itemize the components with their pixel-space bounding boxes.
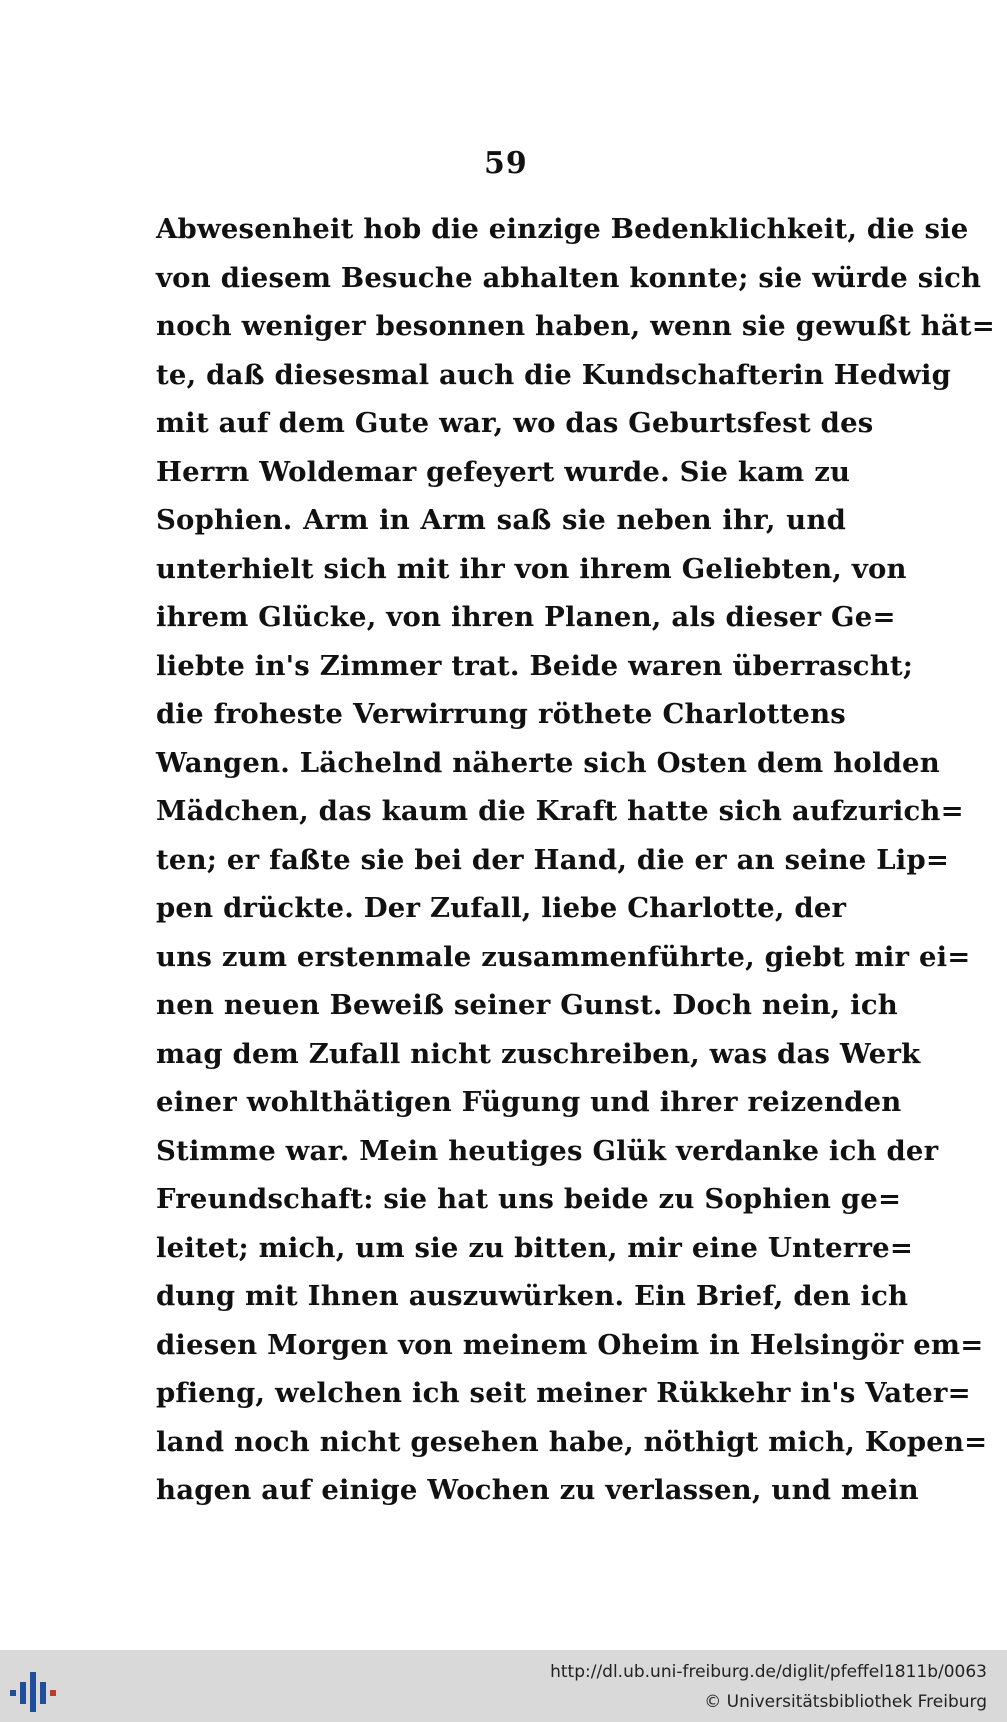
text-line: Herrn Woldemar gefeyert wurde. Sie kam zu — [156, 455, 851, 488]
text-line: nen neuen Beweiß seiner Gunst. Doch nein, ich — [156, 989, 898, 1021]
viewer-footer — [0, 1650, 1007, 1722]
text-line: dung mit Ihnen auszuwürken. Ein Brief, den ich — [156, 1280, 909, 1312]
text-line: Stimme war. Mein heutiges Glük verdanke ich der — [156, 1134, 939, 1167]
text-line: die froheste Verwirrung röthete Charlottens — [156, 698, 846, 730]
text-line: te, daß diesesmal auch die Kundschafterin Hedwig — [156, 358, 952, 391]
page-text — [156, 205, 995, 1515]
text-line: mag dem Zufall nicht zuschreiben, was das Werk — [156, 1037, 921, 1070]
text-line: einer wohlthätigen Fügung und ihrer reizenden — [156, 1086, 902, 1118]
text-line: Freundschaft: sie hat uns beide zu Sophien ge= — [156, 1183, 902, 1215]
text-line: liebte in's Zimmer trat. Beide waren überrascht; — [156, 649, 914, 682]
text-line: noch weniger besonnen haben, wenn sie gewußt hät= — [156, 310, 995, 342]
text-line: land noch nicht gesehen habe, nöthigt mich, Kopen= — [156, 1425, 988, 1458]
text-line: hagen auf einige Wochen zu verlassen, und mein — [156, 1474, 919, 1506]
document-url-link[interactable]: http://dl.ub.uni-freiburg.de/diglit/pfeffel1811b/0063 — [550, 1662, 987, 1682]
text-line: unterhielt sich mit ihr von ihrem Geliebten, von — [156, 552, 907, 585]
text-line: Wangen. Lächelnd näherte sich Osten dem holden — [156, 746, 940, 779]
copyright-notice: © Universitätsbibliothek Freiburg — [704, 1692, 987, 1712]
text-line: pfieng, welchen ich seit meiner Rükkehr in's Vater= — [156, 1377, 971, 1409]
text-line: Sophien. Arm in Arm saß sie neben ihr, und — [156, 504, 846, 536]
ub-freiburg-logo-icon[interactable] — [6, 1660, 66, 1716]
text-line: uns zum erstenmale zusammenführte, giebt mir ei= — [156, 940, 971, 973]
text-line: leitet; mich, um sie zu bitten, mir eine Unterre= — [156, 1231, 914, 1264]
text-line: pen drückte. Der Zufall, liebe Charlotte, der — [156, 892, 847, 924]
text-line: Mädchen, das kaum die Kraft hatte sich aufzurich= — [156, 795, 964, 827]
text-line: ten; er faßte sie bei der Hand, die er an seine Lip= — [156, 843, 950, 876]
text-line: diesen Morgen von meinem Oheim in Helsingör em= — [156, 1328, 984, 1361]
text-line: ihrem Glücke, von ihren Planen, als dieser Ge= — [156, 601, 896, 633]
page-number: 59 — [484, 146, 528, 181]
text-line: Abwesenheit hob die einzige Bedenklichkeit, die sie — [156, 213, 969, 245]
text-line: mit auf dem Gute war, wo das Geburtsfest des — [156, 407, 874, 439]
text-line: von diesem Besuche abhalten konnte; sie würde sich — [156, 261, 982, 294]
